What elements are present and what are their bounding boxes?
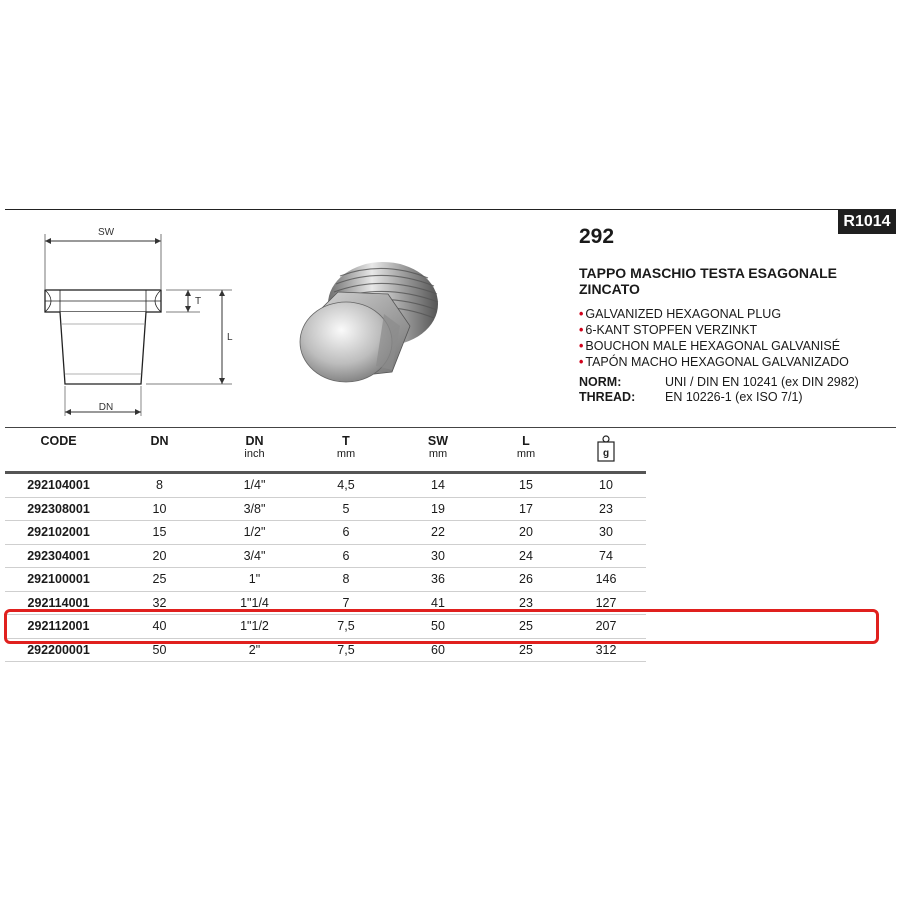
cell-dn-inch: 1/4" (207, 473, 302, 498)
cell-dn-inch: 1"1/4 (207, 591, 302, 615)
product-title-line2: ZINCATO (579, 281, 640, 297)
bullet-icon: • (579, 355, 584, 369)
cell-sw: 30 (390, 544, 486, 568)
bullet-icon: • (579, 323, 584, 337)
technical-drawing (20, 214, 270, 424)
cell-dn-inch: 1"1/2 (207, 615, 302, 639)
cell-code: 292200001 (5, 638, 112, 662)
header-weight (566, 430, 646, 473)
cell-sw: 19 (390, 497, 486, 521)
header-dn-inch: DN inch (244, 434, 265, 460)
cell-dn-inch: 1/2" (207, 521, 302, 545)
l-label: L (227, 332, 233, 343)
cell-weight: 207 (566, 615, 646, 639)
cell-dn: 20 (112, 544, 207, 568)
header-code: CODE (40, 434, 77, 448)
cell-dn: 8 (112, 473, 207, 498)
cell-t: 7,5 (302, 638, 390, 662)
cell-l: 23 (486, 591, 566, 615)
plug-photo (288, 254, 448, 404)
header-sw: SW mm (427, 434, 449, 460)
cell-l: 20 (486, 521, 566, 545)
highlighted-row-frame (4, 609, 879, 644)
section-divider (5, 427, 896, 428)
product-title (579, 265, 879, 297)
translated-name: • TAPÓN MACHO HEXAGONAL GALVANIZADO (579, 355, 849, 369)
cell-t: 4,5 (302, 473, 390, 498)
cell-code: 292100001 (5, 568, 112, 592)
cell-t: 5 (302, 497, 390, 521)
cell-dn: 40 (112, 615, 207, 639)
cell-t: 7,5 (302, 615, 390, 639)
bullet-icon: • (579, 339, 584, 353)
cell-weight: 312 (566, 638, 646, 662)
cell-weight: 10 (566, 473, 646, 498)
cell-l: 26 (486, 568, 566, 592)
cell-weight: 74 (566, 544, 646, 568)
table-row (5, 521, 646, 545)
cell-dn: 32 (112, 591, 207, 615)
spec-thread: THREAD: EN 10226-1 (ex ISO 7/1) (579, 390, 803, 404)
cell-sw: 50 (390, 615, 486, 639)
cell-t: 6 (302, 544, 390, 568)
translated-name: • BOUCHON MALE HEXAGONAL GALVANISÉ (579, 339, 841, 353)
translated-name: • 6-KANT STOPFEN VERZINKT (579, 323, 758, 337)
cell-dn-inch: 1" (207, 568, 302, 592)
header-dn: DN (150, 434, 169, 448)
cell-l: 15 (486, 473, 566, 498)
product-code: 292 (579, 225, 615, 248)
cell-t: 7 (302, 591, 390, 615)
cell-weight: 30 (566, 521, 646, 545)
table-row (5, 568, 646, 592)
weight-icon (596, 434, 616, 462)
cell-dn: 25 (112, 568, 207, 592)
spec-block (579, 375, 859, 405)
cell-dn: 15 (112, 521, 207, 545)
table-row (5, 497, 646, 521)
cell-t: 8 (302, 568, 390, 592)
cell-l: 24 (486, 544, 566, 568)
cell-code: 292114001 (5, 591, 112, 615)
cell-sw: 14 (390, 473, 486, 498)
sw-label: SW (97, 227, 115, 238)
dn-label: DN (98, 402, 114, 413)
header-l: L mm (516, 434, 536, 460)
spec-norm: NORM: UNI / DIN EN 10241 (ex DIN 2982) (579, 375, 859, 389)
cell-code: 292102001 (5, 521, 112, 545)
cell-code: 292112001 (5, 615, 112, 639)
cell-l: 17 (486, 497, 566, 521)
svg-text:g: g (602, 448, 610, 459)
cell-weight: 127 (566, 591, 646, 615)
cell-l: 25 (486, 638, 566, 662)
cell-dn: 50 (112, 638, 207, 662)
product-title-line1: TAPPO MASCHIO TESTA ESAGONALE (579, 265, 837, 281)
cell-sw: 36 (390, 568, 486, 592)
translated-names-list (579, 306, 849, 370)
table-row (5, 544, 646, 568)
table-header-row (5, 430, 646, 473)
cell-dn-inch: 2" (207, 638, 302, 662)
cell-l: 25 (486, 615, 566, 639)
cell-code: 292104001 (5, 473, 112, 498)
t-label: T (195, 296, 202, 307)
cell-sw: 41 (390, 591, 486, 615)
cell-sw: 60 (390, 638, 486, 662)
translated-name: • GALVANIZED HEXAGONAL PLUG (579, 307, 782, 321)
bullet-icon: • (579, 307, 584, 321)
cell-weight: 146 (566, 568, 646, 592)
header-t: T mm (336, 434, 356, 460)
cell-t: 6 (302, 521, 390, 545)
catalog-reference-badge: R1014 (838, 210, 896, 234)
cell-dn: 10 (112, 497, 207, 521)
table-row (5, 473, 646, 498)
cell-sw: 22 (390, 521, 486, 545)
top-divider (5, 209, 896, 210)
cell-code: 292304001 (5, 544, 112, 568)
cell-dn-inch: 3/4" (207, 544, 302, 568)
cell-weight: 23 (566, 497, 646, 521)
cell-code: 292308001 (5, 497, 112, 521)
cell-dn-inch: 3/8" (207, 497, 302, 521)
